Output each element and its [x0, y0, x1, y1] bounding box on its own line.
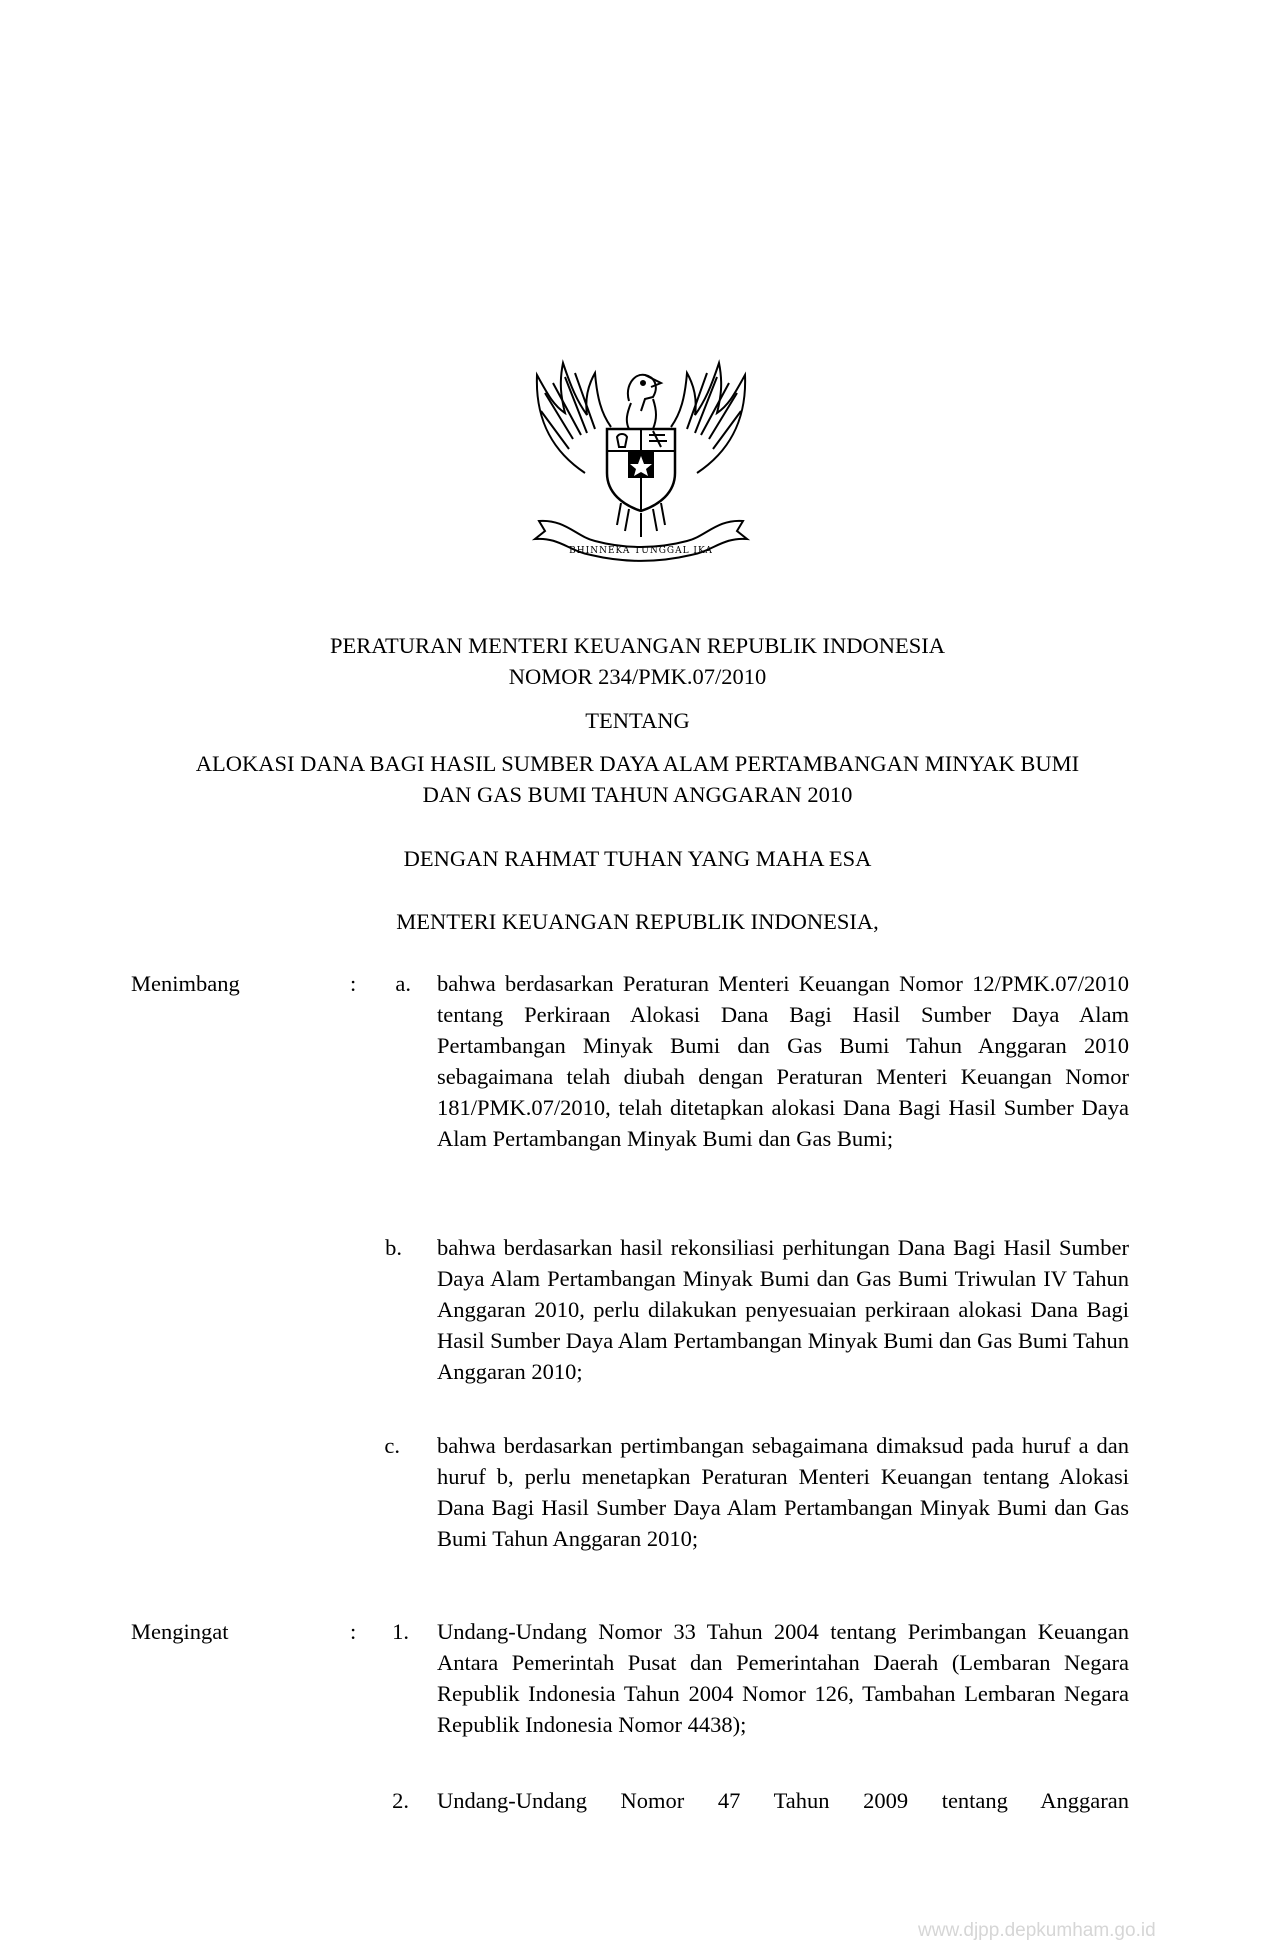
- garuda-pancasila-emblem-icon: [525, 353, 757, 571]
- mengingat-item-1-marker: 1.: [392, 1619, 409, 1644]
- subject-line-1: ALOKASI DANA BAGI HASIL SUMBER DAYA ALAM PERTAMBANGAN MINYAK BUMI: [195, 751, 1080, 776]
- invocation: DENGAN RAHMAT TUHAN YANG MAHA ESA: [403, 846, 872, 871]
- menimbang-item-c-text: bahwa berdasarkan pertimbangan sebagaimana dimaksud pada huruf a dan huruf b, perlu menetapkan Peraturan Menteri Keuangan tentang Alokasi Dana Bagi Hasil Sumber Daya Alam Pertambangan Minyak Bumi dan Gas Bumi Tahun Anggaran 2010;: [437, 1433, 1129, 1551]
- menimbang-item-c-marker: c.: [384, 1433, 400, 1458]
- emblem-motto: BHINNEKA TUNGGAL IKA: [569, 546, 713, 556]
- menimbang-label: Menimbang: [131, 971, 240, 996]
- regulation-title: PERATURAN MENTERI KEUANGAN REPUBLIK INDONESIA: [330, 633, 945, 658]
- tentang-heading: TENTANG: [585, 708, 690, 733]
- authority-heading: MENTERI KEUANGAN REPUBLIK INDONESIA,: [396, 909, 879, 934]
- regulation-number: NOMOR 234/PMK.07/2010: [508, 664, 767, 689]
- menimbang-item-a-text: bahwa berdasarkan Peraturan Menteri Keuangan Nomor 12/PMK.07/2010 tentang Perkiraan Alokasi Dana Bagi Hasil Sumber Daya Alam Pertambangan Minyak Bumi dan Gas Bumi Tahun Anggaran 2010 sebagaimana telah diubah dengan Peraturan Menteri Keuangan Nomor 181/PMK.07/2010, telah ditetapkan alokasi Dana Bagi Hasil Sumber Daya Alam Pertambangan Minyak Bumi dan Gas Bumi;: [437, 971, 1129, 1151]
- subject-line-2: DAN GAS BUMI TAHUN ANGGARAN 2010: [422, 782, 853, 807]
- mengingat-item-2-text: Undang-Undang Nomor 47 Tahun 2009 tentang Anggaran: [437, 1788, 1129, 1813]
- mengingat-colon: :: [350, 1619, 357, 1644]
- mengingat-item-2-marker: 2.: [392, 1788, 409, 1813]
- menimbang-item-a-marker: a.: [395, 971, 411, 996]
- menimbang-item-b-marker: b.: [385, 1235, 402, 1260]
- mengingat-item-1-text: Undang-Undang Nomor 33 Tahun 2004 tentang Perimbangan Keuangan Antara Pemerintah Pusat dan Pemerintahan Daerah (Lembaran Negara Republik Indonesia Tahun 2004 Nomor 126, Tambahan Lembaran Negara Republik Indonesia Nomor 4438);: [437, 1619, 1129, 1737]
- menimbang-item-b-text: bahwa berdasarkan hasil rekonsiliasi perhitungan Dana Bagi Hasil Sumber Daya Alam Pertambangan Minyak Bumi dan Gas Bumi Triwulan IV Tahun Anggaran 2010, perlu dilakukan penyesuaian perkiraan alokasi Dana Bagi Hasil Sumber Daya Alam Pertambangan Minyak Bumi dan Gas Bumi Tahun Anggaran 2010;: [437, 1235, 1129, 1384]
- menimbang-colon: :: [350, 971, 357, 996]
- source-watermark: www.djpp.depkumham.go.id: [918, 1920, 1156, 1941]
- mengingat-label: Mengingat: [131, 1619, 229, 1644]
